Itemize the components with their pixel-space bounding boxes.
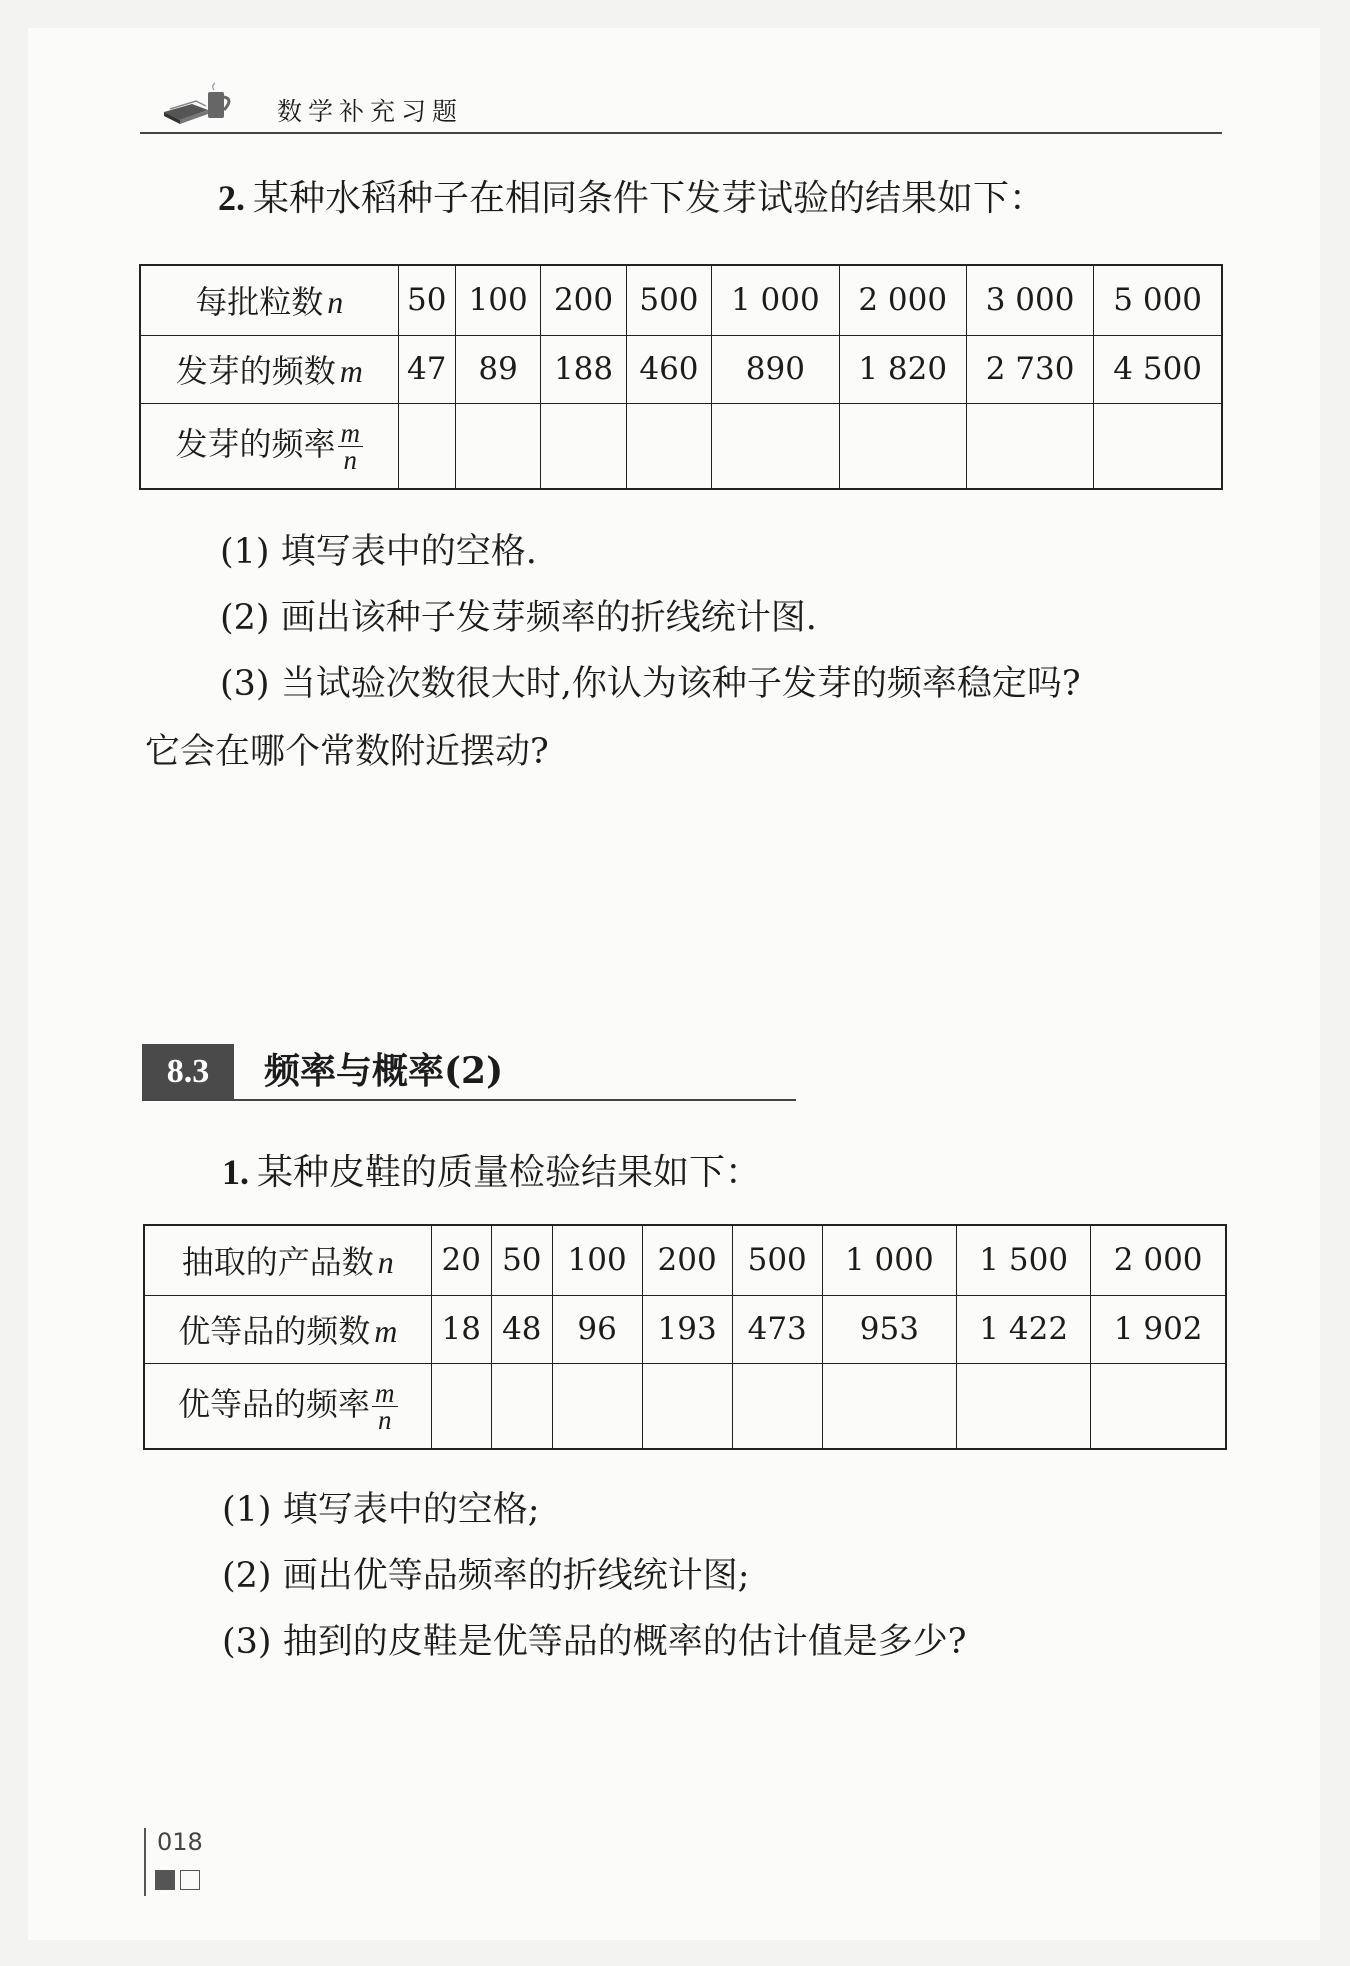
table-row <box>140 265 1222 335</box>
header-title: 数学补充习题 <box>277 97 464 126</box>
table-cell: 48 <box>492 1295 553 1363</box>
problem-text: 某种水稻种子在相同条件下发芽试验的结果如下： <box>253 178 1046 219</box>
page-header <box>140 72 1222 134</box>
fraction: $\frac{m}{n}$ <box>372 1380 398 1433</box>
table-row <box>144 1295 1226 1363</box>
table-cell: 18 <box>431 1295 492 1363</box>
problem-text: 某种皮鞋的质量检验结果如下： <box>257 1152 762 1193</box>
problem-1-stem <box>222 1150 761 1195</box>
row-header: 发芽的频数 m <box>140 335 398 403</box>
sub-question-1: (1) 填写表中的空格. <box>220 532 537 572</box>
fraction: $\frac{m}{n}$ <box>338 420 364 473</box>
table-cell: 200 <box>541 265 626 335</box>
table-cell: 1 902 <box>1091 1295 1226 1363</box>
sub-question-3-continued: 它会在哪个常数附近摆动? <box>145 732 549 772</box>
sub-question-3: (3) 抽到的皮鞋是优等品的概率的估计值是多少? <box>222 1622 967 1662</box>
table-cell: 100 <box>455 265 540 335</box>
section-number: 8.3 <box>142 1044 234 1100</box>
table-cell: 890 <box>712 335 839 403</box>
empty-cell[interactable] <box>712 403 839 489</box>
empty-cell[interactable] <box>642 1363 732 1449</box>
sub-question-1: (1) 填写表中的空格; <box>222 1490 540 1530</box>
empty-cell[interactable] <box>455 403 540 489</box>
table-cell: 47 <box>398 335 455 403</box>
shoe-quality-table <box>143 1224 1227 1450</box>
page-number-bar <box>144 1828 146 1896</box>
table-cell: 460 <box>626 335 711 403</box>
sub-question-3: (3) 当试验次数很大时,你认为该种子发芽的频率稳定吗? <box>220 664 1081 704</box>
table-cell: 20 <box>431 1225 492 1295</box>
row-header: 抽取的产品数 n <box>144 1225 431 1295</box>
table-row <box>144 1363 1226 1449</box>
table-cell: 2 000 <box>1091 1225 1226 1295</box>
problem-2-stem <box>218 176 1045 221</box>
empty-cell[interactable] <box>1094 403 1222 489</box>
section-divider <box>142 1099 796 1101</box>
empty-cell[interactable] <box>839 403 966 489</box>
table-cell: 500 <box>626 265 711 335</box>
row-header: 每批粒数 n <box>140 265 398 335</box>
table-cell: 500 <box>732 1225 822 1295</box>
filled-square-icon <box>155 1870 175 1890</box>
table-cell: 3 000 <box>966 265 1093 335</box>
table-cell: 4 500 <box>1094 335 1222 403</box>
table-cell: 2 730 <box>966 335 1093 403</box>
empty-cell[interactable] <box>398 403 455 489</box>
table-cell: 953 <box>822 1295 956 1363</box>
table-cell: 50 <box>492 1225 553 1295</box>
book-and-cup-icon <box>162 82 236 124</box>
table-row <box>140 403 1222 489</box>
problem-number: 2. <box>218 178 245 218</box>
sub-question-2: (2) 画出该种子发芽频率的折线统计图. <box>220 598 817 638</box>
table-cell: 1 422 <box>957 1295 1091 1363</box>
empty-cell[interactable] <box>541 403 626 489</box>
seed-germination-table <box>139 264 1223 490</box>
empty-cell[interactable] <box>732 1363 822 1449</box>
empty-cell[interactable] <box>1091 1363 1226 1449</box>
table-cell: 1 820 <box>839 335 966 403</box>
table-cell: 1 500 <box>957 1225 1091 1295</box>
table-cell: 5 000 <box>1094 265 1222 335</box>
table-cell: 100 <box>552 1225 642 1295</box>
empty-cell[interactable] <box>822 1363 956 1449</box>
row-header: 优等品的频数 m <box>144 1295 431 1363</box>
empty-cell[interactable] <box>552 1363 642 1449</box>
empty-cell[interactable] <box>626 403 711 489</box>
table-cell: 2 000 <box>839 265 966 335</box>
table-cell: 1 000 <box>822 1225 956 1295</box>
table-cell: 473 <box>732 1295 822 1363</box>
table-cell: 96 <box>552 1295 642 1363</box>
row-header: 优等品的频率 $\frac{m}{n}$ <box>144 1363 431 1449</box>
page-number: 018 <box>157 1828 203 1856</box>
table-row <box>144 1225 1226 1295</box>
table-row <box>140 335 1222 403</box>
table-cell: 193 <box>642 1295 732 1363</box>
empty-cell[interactable] <box>966 403 1093 489</box>
table-cell: 89 <box>455 335 540 403</box>
table-cell: 50 <box>398 265 455 335</box>
empty-cell[interactable] <box>492 1363 553 1449</box>
empty-cell[interactable] <box>957 1363 1091 1449</box>
table-cell: 200 <box>642 1225 732 1295</box>
section-title: 频率与概率(2) <box>264 1050 504 1092</box>
row-header: 发芽的频率 $\frac{m}{n}$ <box>140 403 398 489</box>
problem-number: 1. <box>222 1152 249 1192</box>
table-cell: 1 000 <box>712 265 839 335</box>
sub-question-2: (2) 画出优等品频率的折线统计图; <box>222 1556 750 1596</box>
empty-square-icon <box>180 1870 200 1890</box>
table-cell: 188 <box>541 335 626 403</box>
empty-cell[interactable] <box>431 1363 492 1449</box>
